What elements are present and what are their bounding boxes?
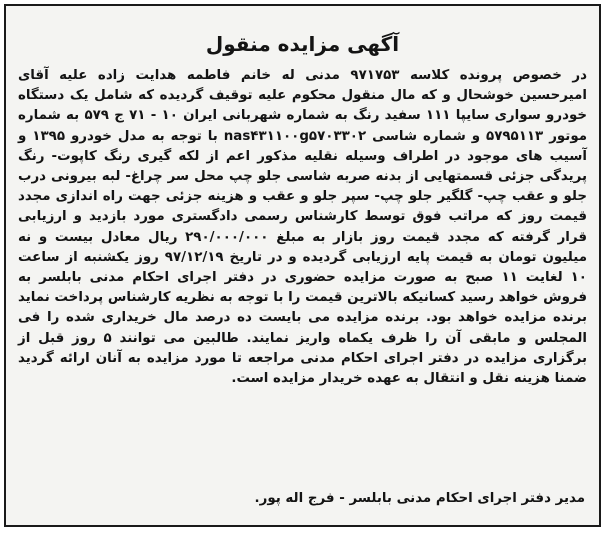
auction-notice [4,4,601,527]
notice-signature: مدیر دفتر اجرای احکام مدنی بابلسر - فرج اله پور. [254,491,585,506]
notice-body: در خصوص پرونده کلاسه ۹۷۱۷۵۳ مدنی له خانم فاطمه هدایت زاده علیه آقای امیرحسین خوشحال و که مال منقول محکوم علیه توقیف گردیده که شامل یک دستگاه خودرو سواری سایپا ۱۱۱ سفید رنگ به شماره شهربانی ایران ۱۰ - ۷۱ ج ۵۷۹ به شماره موتور ۵۷۹۵۱۱۳ و شماره شاسی nas۴۳۱۱۰۰g۵۷۰۳۳۰۲ با توجه به مدل خودرو ۱۳۹۵ و آسیب های موجود در اطراف وسیله نقلیه مذکور اعم از لکه گیری رنگ کاپوت- رنگ پریدگی جزئی قسمتهایی از بدنه صربه شاسی جلو چپ محل سر چراغ- لبه بیرونی درب جلو و عقب چپ- گلگیر جلو چپ- سپر جلو و عقب و هزینه جزئی جهت راه اندازی مجدد قیمت روز که مراتب فوق توسط کارشناس رسمی دادگستری مورد بازدید و ارزیابی قرار گرفته که مجدد قیمت روز بازار به مبلغ ۲۹۰/۰۰۰/۰۰۰ ریال معادل بیست و نه میلیون تومان به قیمت پایه ارزیابی گردیده و در تاریخ ۹۷/۱۲/۱۹ روز یکشنبه از ساعت ۱۰ لغایت ۱۱ صبح به صورت مزایده حضوری در دفتر اجرای احکام مدنی بابلسر به فروش خواهد رسید کسانیکه بالاترین قیمت را با توجه به نظریه کارشناس پرداخت نماید برنده مزایده خواهد بود. برنده مزایده می بایست ده درصد مال خریداری شده را فی المجلس و مابقی آن را ظرف یکماه واریز نمایند. طالبین می توانند ۵ روز قبل از برگزاری مزایده در دفتر اجرای احکام مدنی مراجعه تا مورد مزایده به آنان ارائه گردید ضمنا هزینه نقل و انتقال به عهده خریدار مزایده است. [18,68,588,387]
notice-title: آگهی مزایده منقول [205,32,400,56]
